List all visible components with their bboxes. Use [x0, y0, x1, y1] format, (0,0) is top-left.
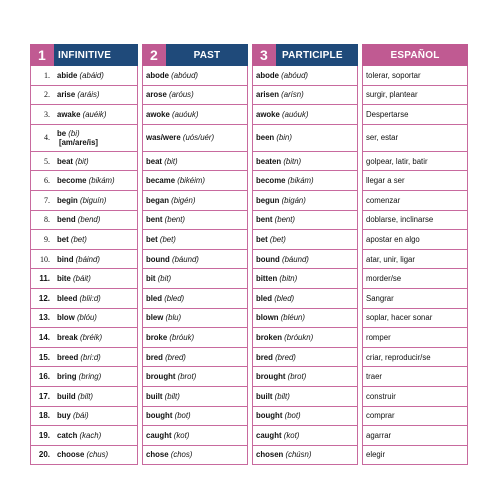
past-word: broke — [146, 332, 168, 342]
participle-cell — [252, 289, 358, 309]
table-row — [30, 348, 468, 368]
infinitive-pronunciation: (bend) — [77, 215, 101, 225]
past-word: bit — [146, 274, 156, 284]
infinitive-pronunciation: (aráis) — [77, 90, 100, 100]
past-pronunciation: (bot) — [174, 411, 191, 421]
participle-cell — [252, 367, 358, 387]
past-cell — [142, 125, 248, 152]
row-number: 7. — [30, 191, 54, 211]
header-espanol: ESPAÑOL — [362, 44, 468, 66]
row-number: 17. — [30, 387, 54, 407]
participle-pronunciation: (abóud) — [281, 70, 309, 80]
spanish-cell: surgir, plantear — [362, 86, 468, 106]
infinitive-word: bet — [57, 234, 69, 244]
participle-pronunciation: (bléun) — [280, 313, 305, 323]
participle-cell — [252, 211, 358, 231]
participle-word: been — [256, 133, 275, 143]
spanish-cell: Despertarse — [362, 105, 468, 125]
table-row — [30, 191, 468, 211]
past-pronunciation: (bled) — [164, 293, 185, 303]
table-row — [30, 230, 468, 250]
participle-word: caught — [256, 430, 282, 440]
infinitive-cell — [54, 387, 138, 407]
spanish-cell: construir — [362, 387, 468, 407]
infinitive-cell — [54, 230, 138, 250]
past-cell — [142, 387, 248, 407]
participle-pronunciation: (arísn) — [281, 90, 304, 100]
table-row — [30, 152, 468, 172]
past-word: brought — [146, 372, 176, 382]
spanish-cell: traer — [362, 367, 468, 387]
past-cell — [142, 66, 248, 86]
table-row — [30, 171, 468, 191]
row-number: 8. — [30, 211, 54, 231]
past-cell — [142, 211, 248, 231]
past-cell — [142, 269, 248, 289]
infinitive-word: bleed — [57, 293, 78, 303]
infinitive-word: become — [57, 176, 87, 186]
participle-pronunciation: (bigán) — [281, 195, 306, 205]
past-cell — [142, 328, 248, 348]
past-cell — [142, 171, 248, 191]
infinitive-cell — [54, 446, 138, 466]
row-number: 6. — [30, 171, 54, 191]
row-number: 14. — [30, 328, 54, 348]
participle-word: bred — [256, 352, 273, 362]
infinitive-cell — [54, 250, 138, 270]
table-row — [30, 289, 468, 309]
participle-pronunciation: (bitn) — [283, 156, 302, 166]
header-participle-cell — [252, 44, 358, 66]
spanish-cell: agarrar — [362, 426, 468, 446]
spanish-cell: doblarse, inclinarse — [362, 211, 468, 231]
past-pronunciation: (aróus) — [168, 90, 194, 100]
past-word: bought — [146, 411, 173, 421]
row-number: 13. — [30, 309, 54, 329]
infinitive-word: beat — [57, 156, 74, 166]
table-row — [30, 446, 468, 466]
participle-pronunciation: (bot) — [284, 411, 301, 421]
past-word: bound — [146, 254, 170, 264]
participle-cell — [252, 309, 358, 329]
row-number: 2. — [30, 86, 54, 106]
infinitive-forms: [am/are/is] — [59, 137, 99, 147]
participle-word: bought — [256, 411, 283, 421]
infinitive-word: catch — [57, 430, 78, 440]
row-number: 4. — [30, 125, 54, 152]
participle-word: bet — [256, 234, 268, 244]
table-row — [30, 309, 468, 329]
infinitive-word: bite — [57, 274, 71, 284]
table-row — [30, 125, 468, 152]
infinitive-pronunciation: (bikám) — [88, 176, 115, 186]
infinitive-pronunciation: (bri:d) — [80, 352, 101, 362]
row-number: 11. — [30, 269, 54, 289]
participle-word: abode — [256, 70, 279, 80]
past-word: arose — [146, 90, 167, 100]
header-num-2: 2 — [142, 44, 166, 66]
participle-word: beaten — [256, 156, 282, 166]
past-pronunciation: (báund) — [172, 254, 199, 264]
past-pronunciation: (bikéim) — [177, 176, 205, 186]
table-row — [30, 367, 468, 387]
spanish-cell: ser, estar — [362, 125, 468, 152]
past-word: blew — [146, 313, 164, 323]
participle-word: bound — [256, 254, 280, 264]
infinitive-cell — [54, 66, 138, 86]
header-past-cell — [142, 44, 248, 66]
infinitive-word: choose — [57, 450, 85, 460]
infinitive-word: begin — [57, 195, 78, 205]
past-pronunciation: (chos) — [170, 450, 193, 460]
past-pronunciation: (bit) — [164, 156, 178, 166]
past-word: was/were — [146, 133, 181, 143]
infinitive-word: bring — [57, 372, 77, 382]
spanish-cell: tolerar, soportar — [362, 66, 468, 86]
participle-pronunciation: (brot) — [287, 372, 307, 382]
participle-pronunciation: (bred) — [275, 352, 296, 362]
infinitive-word: arise — [57, 90, 76, 100]
past-word: abode — [146, 70, 169, 80]
participle-pronunciation: (bet) — [269, 234, 286, 244]
row-number: 12. — [30, 289, 54, 309]
participle-pronunciation: (bróukn) — [284, 332, 314, 342]
row-number: 10. — [30, 250, 54, 270]
infinitive-cell — [54, 171, 138, 191]
spanish-cell: comenzar — [362, 191, 468, 211]
participle-cell — [252, 105, 358, 125]
row-number: 20. — [30, 446, 54, 466]
participle-pronunciation: (bikám) — [287, 176, 314, 186]
infinitive-pronunciation: (chus) — [86, 450, 109, 460]
participle-cell — [252, 230, 358, 250]
header-participle: PARTICIPLE — [276, 44, 358, 66]
past-cell — [142, 367, 248, 387]
past-word: bet — [146, 234, 158, 244]
table-row — [30, 328, 468, 348]
participle-pronunciation: (chúsn) — [285, 450, 312, 460]
participle-pronunciation: (bilt) — [274, 391, 290, 401]
spanish-cell: comprar — [362, 407, 468, 427]
spanish-cell: Sangrar — [362, 289, 468, 309]
spanish-cell: apostar en algo — [362, 230, 468, 250]
infinitive-word: abide — [57, 70, 78, 80]
participle-word: brought — [256, 372, 286, 382]
participle-word: built — [256, 391, 273, 401]
participle-cell — [252, 446, 358, 466]
participle-pronunciation: (auóuk) — [282, 109, 309, 119]
participle-cell — [252, 426, 358, 446]
table-row — [30, 66, 468, 86]
infinitive-pronunciation: (bit) — [75, 156, 89, 166]
past-pronunciation: (bent) — [164, 215, 186, 225]
spanish-cell: romper — [362, 328, 468, 348]
past-cell — [142, 309, 248, 329]
participle-cell — [252, 152, 358, 172]
header-past: PAST — [166, 44, 248, 66]
past-cell — [142, 289, 248, 309]
participle-cell — [252, 86, 358, 106]
past-word: became — [146, 176, 176, 186]
infinitive-word: break — [57, 332, 78, 342]
past-cell — [142, 105, 248, 125]
infinitive-cell — [54, 289, 138, 309]
infinitive-cell — [54, 348, 138, 368]
row-number: 3. — [30, 105, 54, 125]
participle-word: blown — [256, 313, 279, 323]
participle-word: awoke — [256, 109, 280, 119]
header-row — [30, 44, 468, 66]
participle-word: chosen — [256, 450, 284, 460]
table-row — [30, 250, 468, 270]
table-row — [30, 426, 468, 446]
participle-pronunciation: (bin) — [276, 133, 292, 143]
past-word: bent — [146, 215, 163, 225]
spanish-cell: soplar, hacer sonar — [362, 309, 468, 329]
infinitive-word: be — [57, 128, 67, 138]
past-pronunciation: (bet) — [159, 234, 176, 244]
infinitive-word: awake — [57, 109, 81, 119]
participle-word: bent — [256, 215, 273, 225]
participle-cell — [252, 171, 358, 191]
row-number: 9. — [30, 230, 54, 250]
participle-word: broken — [256, 332, 282, 342]
past-pronunciation: (bróuk) — [169, 332, 195, 342]
spanish-cell: morder/se — [362, 269, 468, 289]
participle-word: become — [256, 176, 286, 186]
table-row — [30, 105, 468, 125]
participle-word: arisen — [256, 90, 279, 100]
infinitive-pronunciation: (bréik) — [79, 332, 103, 342]
past-pronunciation: (abóud) — [171, 70, 199, 80]
participle-word: bitten — [256, 274, 278, 284]
participle-cell — [252, 269, 358, 289]
infinitive-word: bend — [57, 215, 76, 225]
participle-pronunciation: (bent) — [274, 215, 296, 225]
infinitive-word: blow — [57, 313, 75, 323]
past-word: built — [146, 391, 163, 401]
infinitive-pronunciation: (báit) — [73, 274, 91, 284]
participle-word: begun — [256, 195, 280, 205]
infinitive-word: buy — [57, 411, 71, 421]
infinitive-pronunciation: (blóu) — [76, 313, 97, 323]
spanish-cell: criar, reproducir/se — [362, 348, 468, 368]
participle-pronunciation: (báund) — [282, 254, 309, 264]
participle-cell — [252, 348, 358, 368]
infinitive-pronunciation: (kach) — [79, 430, 102, 440]
verb-table-sheet — [30, 44, 468, 465]
infinitive-pronunciation: (blii:d) — [79, 293, 101, 303]
infinitive-pronunciation: (abáid) — [79, 70, 104, 80]
past-cell — [142, 446, 248, 466]
infinitive-word: bind — [57, 254, 74, 264]
spanish-cell: atar, unir, ligar — [362, 250, 468, 270]
participle-pronunciation: (bled) — [274, 293, 295, 303]
past-word: bred — [146, 352, 163, 362]
participle-cell — [252, 407, 358, 427]
infinitive-cell — [54, 407, 138, 427]
table-row — [30, 407, 468, 427]
participle-cell — [252, 66, 358, 86]
infinitive-word: breed — [57, 352, 79, 362]
past-cell — [142, 407, 248, 427]
past-word: beat — [146, 156, 163, 166]
header-infinitive: INFINITIVE — [54, 44, 138, 66]
table-row — [30, 211, 468, 231]
past-pronunciation: (auóuk) — [172, 109, 199, 119]
past-cell — [142, 191, 248, 211]
past-cell — [142, 348, 248, 368]
irregular-verbs-table — [30, 44, 468, 465]
participle-pronunciation: (bitn) — [279, 274, 298, 284]
infinitive-cell — [54, 86, 138, 106]
past-word: chose — [146, 450, 169, 460]
past-word: began — [146, 195, 169, 205]
infinitive-cell — [54, 309, 138, 329]
past-cell — [142, 230, 248, 250]
participle-word: bled — [256, 293, 273, 303]
infinitive-pronunciation: (bilt) — [77, 391, 93, 401]
past-pronunciation: (bigén) — [171, 195, 196, 205]
past-pronunciation: (kot) — [173, 430, 190, 440]
infinitive-pronunciation: (auéik) — [82, 109, 107, 119]
infinitive-cell — [54, 269, 138, 289]
past-cell — [142, 86, 248, 106]
spanish-cell: elegir — [362, 446, 468, 466]
past-pronunciation: (bred) — [165, 352, 186, 362]
infinitive-cell — [54, 367, 138, 387]
header-num-3: 3 — [252, 44, 276, 66]
infinitive-cell — [54, 105, 138, 125]
row-number: 15. — [30, 348, 54, 368]
infinitive-cell — [54, 211, 138, 231]
past-pronunciation: (uós/uér) — [182, 133, 215, 143]
table-row — [30, 269, 468, 289]
table-row — [30, 86, 468, 106]
infinitive-cell — [54, 125, 138, 152]
infinitive-pronunciation: (bring) — [78, 372, 102, 382]
infinitive-pronunciation: (biguín) — [79, 195, 107, 205]
spanish-cell: golpear, latir, batir — [362, 152, 468, 172]
participle-cell — [252, 125, 358, 152]
row-number: 16. — [30, 367, 54, 387]
row-number: 19. — [30, 426, 54, 446]
infinitive-pronunciation: (bái) — [73, 411, 89, 421]
past-cell — [142, 152, 248, 172]
past-pronunciation: (brot) — [177, 372, 197, 382]
infinitive-word: build — [57, 391, 76, 401]
past-word: awoke — [146, 109, 170, 119]
past-cell — [142, 426, 248, 446]
participle-pronunciation: (kot) — [283, 430, 300, 440]
participle-cell — [252, 328, 358, 348]
table-body — [30, 66, 468, 465]
participle-cell — [252, 387, 358, 407]
participle-cell — [252, 250, 358, 270]
past-cell — [142, 250, 248, 270]
infinitive-cell — [54, 191, 138, 211]
spanish-cell: llegar a ser — [362, 171, 468, 191]
infinitive-pronunciation: (bet) — [70, 234, 87, 244]
infinitive-cell — [54, 426, 138, 446]
past-pronunciation: (blu) — [165, 313, 182, 323]
row-number: 1. — [30, 66, 54, 86]
table-row — [30, 387, 468, 407]
row-number: 18. — [30, 407, 54, 427]
header-num-1: 1 — [30, 44, 54, 66]
past-pronunciation: (bit) — [157, 274, 172, 284]
infinitive-cell — [54, 152, 138, 172]
past-word: bled — [146, 293, 163, 303]
past-pronunciation: (bilt) — [164, 391, 180, 401]
past-word: caught — [146, 430, 172, 440]
row-number: 5. — [30, 152, 54, 172]
infinitive-pronunciation: (báind) — [75, 254, 100, 264]
infinitive-cell — [54, 328, 138, 348]
infinitive-pronunciation: (bi) — [68, 128, 80, 138]
participle-cell — [252, 191, 358, 211]
